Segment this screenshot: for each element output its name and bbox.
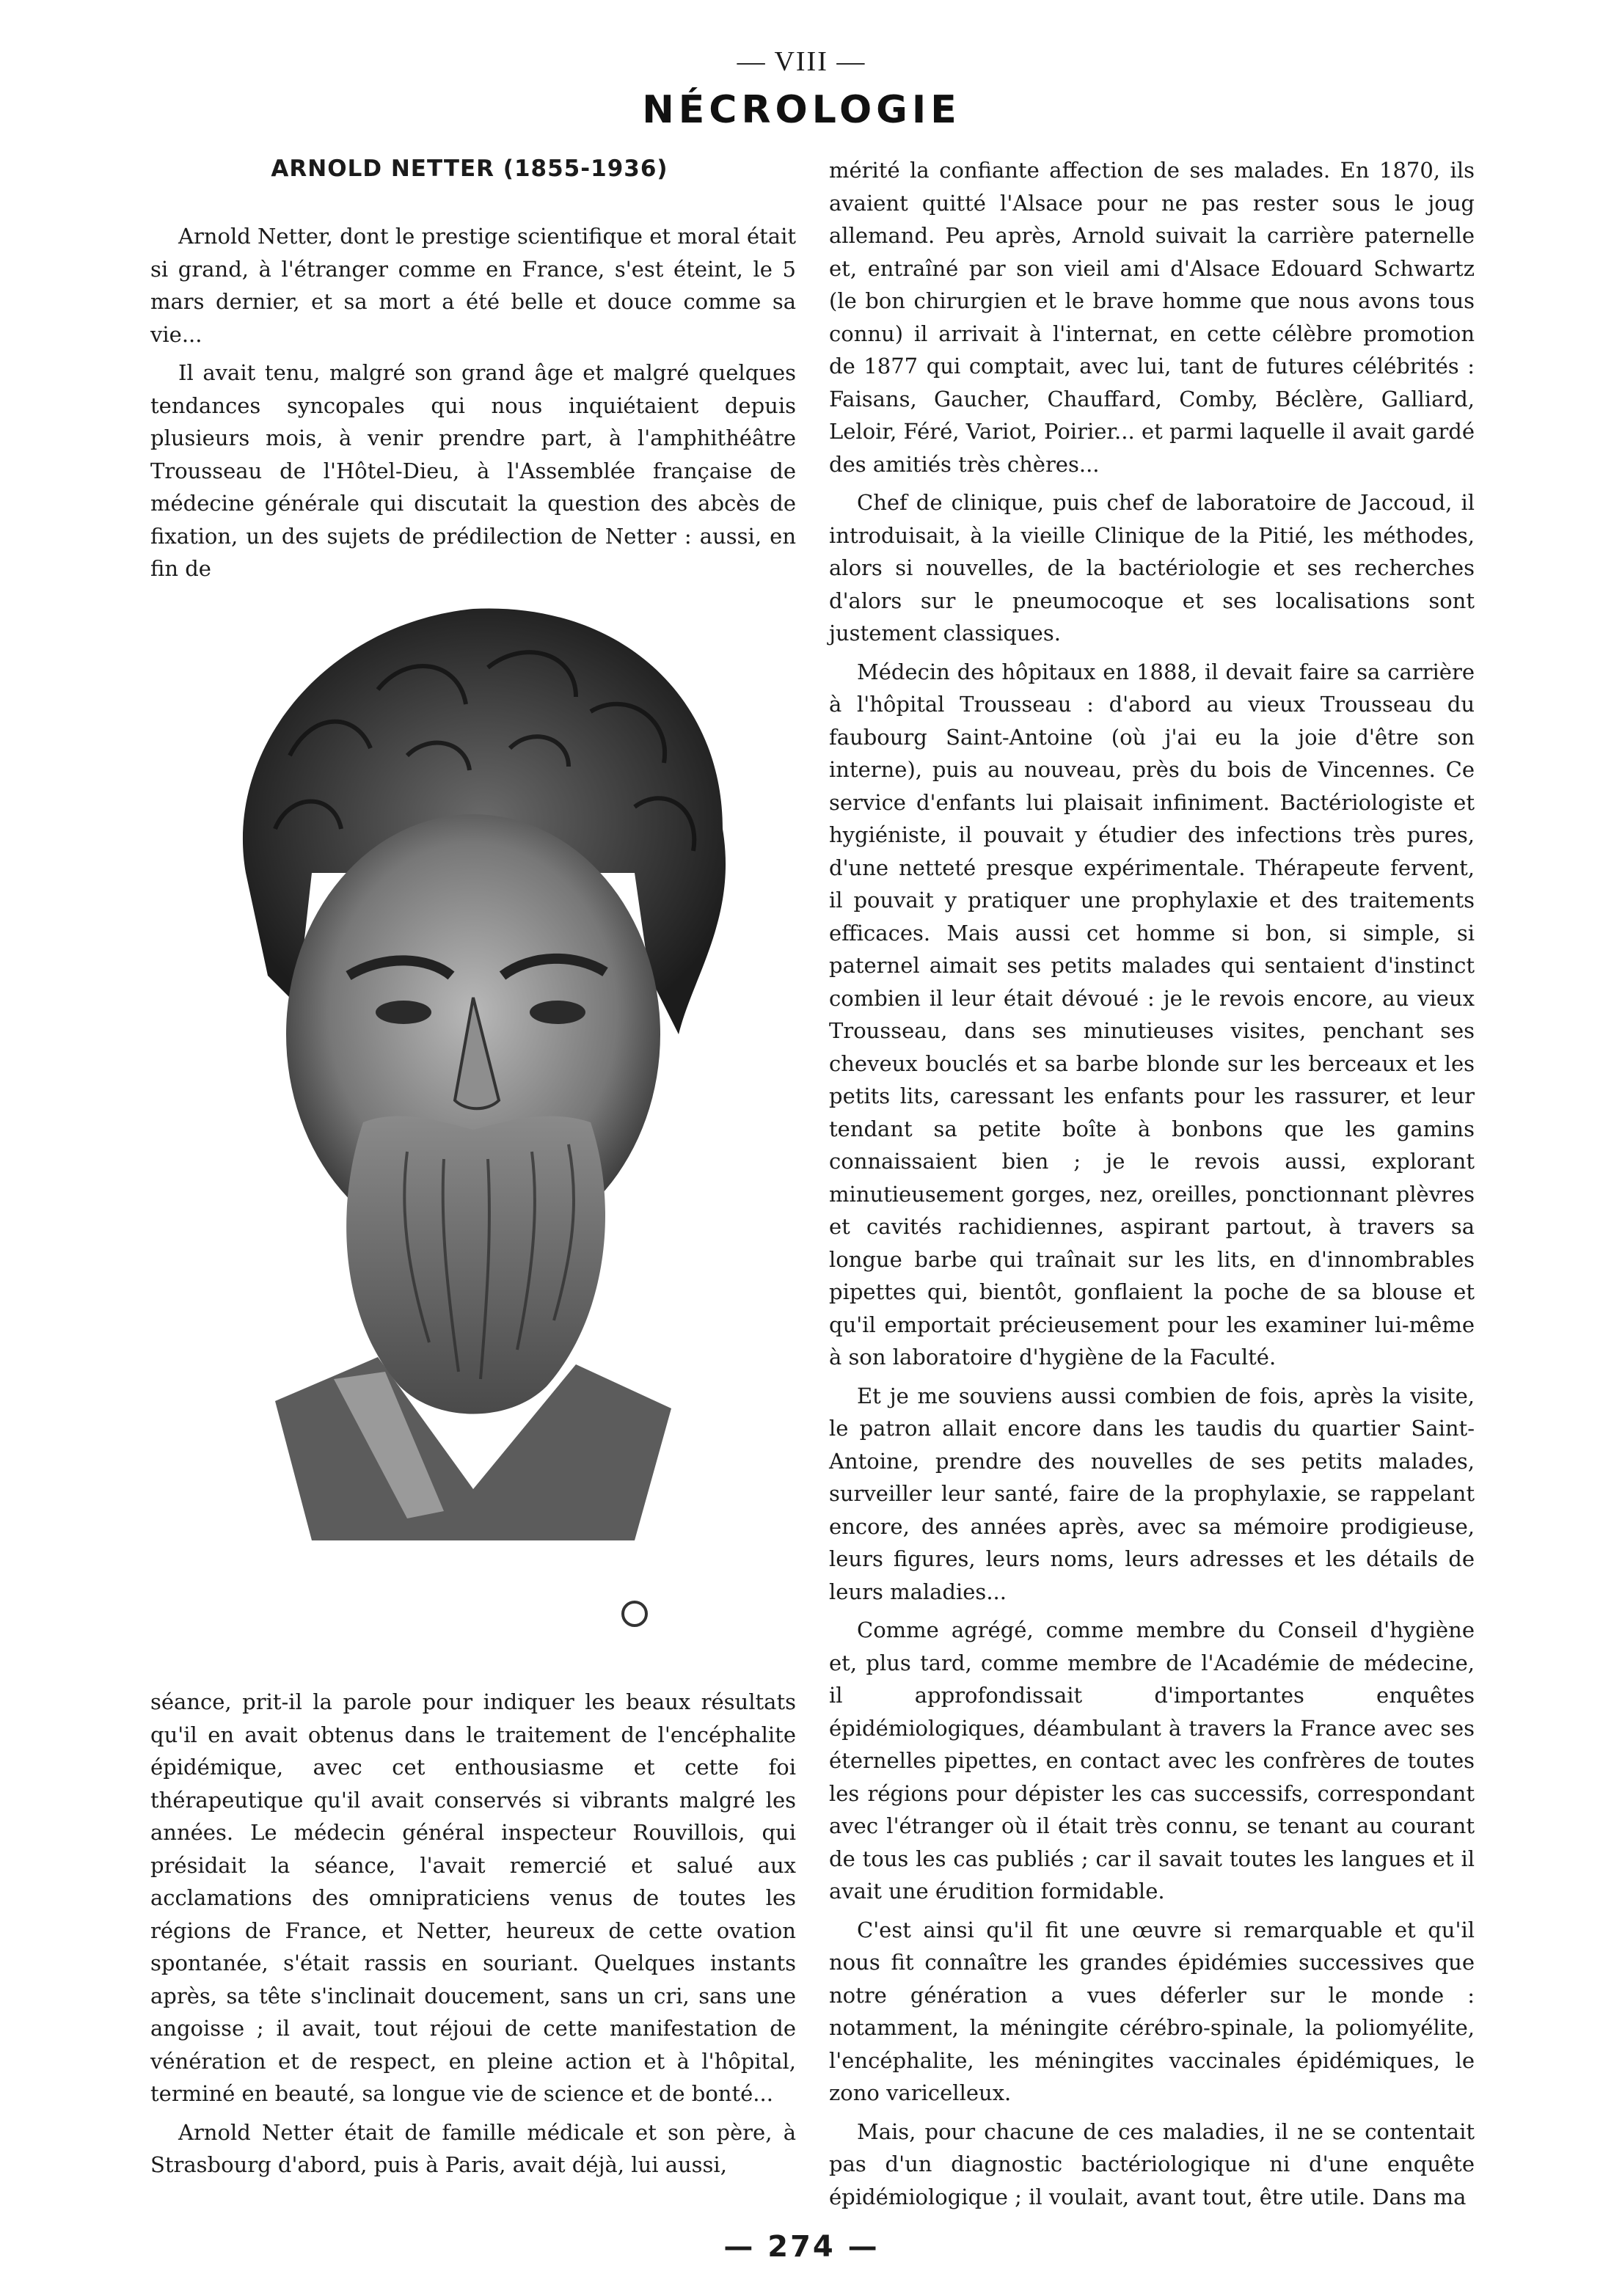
paragraph: Mais, pour chacune de ces maladies, il ne se contentait pas d'un diagnostic bactériologique ni d'une enquête épidémiologique ; il voulait, avant tout, être utile. Dans ma xyxy=(829,2118,1475,2209)
paragraph: séance, prit-il la parole pour indiquer les beaux résultats qu'il en avait obtenus dans le traitement de l'encéphalite épidémique, avec cet enthousiasme et cette foi thérapeutique qu'il avait conservés si vibrants malgré les années. Le médecin général inspecteur Rouvillois, qui présidait la séance, l'avait remercié et salué aux acclamations des omnipraticiens venus de toutes les régions de France, et Netter, heureux de cette ovation spontanée, s'était rassis en souriant. Quelques instants après, sa tête s'inclinait doucement, sans un cri, sans une angoisse ; il avait, tout réjoui de cette manifestation de vénération et de respect, en pleine action et à l'hôpital, terminé en beauté, sa longue vie de science et de bonté... xyxy=(150,1689,796,2106)
paragraph: Et je me souviens aussi combien de fois, après la visite, le patron allait encore dans les taudis du quartier Saint-Antoine, prendre des nouvelles de ses petits malades, surveiller leur santé, faire de la prophylaxie, se rappelant encore, des années après, avec sa mémoire prodigieuse, leurs figures, leurs noms, leurs adresses et les détails de leurs maladies... xyxy=(829,1383,1475,1604)
paragraph: Il avait tenu, malgré son grand âge et malgré quelques tendances syncopales qui nous inquiétaient depuis plusieurs mois, à venir prendre part, à l'amphithéâtre Trousseau de l'Hôtel-Dieu, à l'Assemblée française de médecine générale qui discutait la question des abcès de fixation, un des sujets de prédilection de Netter : aussi, en fin de xyxy=(150,360,796,581)
article-title: ARNOLD NETTER (1855-1936) xyxy=(271,156,668,182)
paragraph: Arnold Netter, dont le prestige scientifique et moral était si grand, à l'étranger comme en France, s'est éteint, le 5 mars dernier, et sa mort a été belle et douce comme sa vie... xyxy=(150,224,796,347)
portrait-illustration xyxy=(165,565,781,1658)
paragraph: Comme agrégé, comme membre du Conseil d'hygiène et, plus tard, comme membre de l'Académie de médecine, il approfondissait d'importantes enquêtes épidémiologiques, déambulant à travers la France avec ses éternelles pipettes, en contact avec les confrères de toutes les régions pour dépister les cas successifs, correspondant avec l'étranger où il était très connu, se tenant au courant de tous les cas publiés ; car il savait toutes les langues et il avait une érudition formidable. xyxy=(829,1617,1475,1904)
section-title: NÉCROLOGIE xyxy=(642,88,961,132)
page-number-roman: — VIII — xyxy=(737,46,866,77)
left-column-top xyxy=(150,220,796,585)
page-number: — 274 — xyxy=(723,2230,880,2264)
paragraph: Arnold Netter était de famille médicale et son père, à Strasbourg d'abord, puis à Paris, avait déjà, lui aussi, xyxy=(150,2119,796,2177)
left-column-bottom xyxy=(150,1686,796,2182)
paragraph: C'est ainsi qu'il fit une œuvre si remarquable et qu'il nous fit connaître les grandes épidémies successives que notre génération a vues déferler sur le monde : notamment, la méningite cérébro-spinale, la poliomyélite, l'encéphalite, les méningites vaccinales épidémiques, le zono varicelleux. xyxy=(829,1917,1475,2105)
paragraph: mérité la confiante affection de ses malades. En 1870, ils avaient quitté l'Alsace pour ne pas rester sous le joug allemand. Peu après, Arnold suivait la carrière paternelle et, entraîné par son vieil ami d'Alsace Edouard Schwartz (le bon chirurgien et le brave homme que nous avons tous connu) il arrivait à l'internat, en cette célèbre promotion de 1877 qui comptait, avec lui, tant de futures célébrités : Faisans, Gaucher, Chauffard, Comby, Béclère, Galliard, Leloir, Féré, Variot, Poirier... et parmi laquelle il avait gardé des amitiés très chères... xyxy=(829,158,1475,477)
right-column xyxy=(829,154,1475,2213)
portrait-drawing-icon xyxy=(165,565,781,1658)
paragraph: Médecin des hôpitaux en 1888, il devait faire sa carrière à l'hôpital Trousseau : d'abord au vieux Trousseau du faubourg Saint-Antoine (où j'ai eu la joie d'être son interne), puis au nouveau, près du bois de Vincennes. Ce service d'enfants lui plaisait infiniment. Bactériologiste et hygiéniste, il pouvait y étudier des infections très pures, d'une netteté presque expérimentale. Thérapeute fervent, il pouvait y pratiquer une prophylaxie et des traitements efficaces. Mais aussi cet homme si bon, si simple, si paternel aimait ses petits malades qui sentaient d'instinct combien il leur était dévoué : je le revois encore, au vieux Trousseau, dans ses minutieuses visites, penchant ses cheveux bouclés et sa barbe blonde sur les berceaux et les petits lits, caressant les enfants pour les rassurer, et leur tendant sa petite boîte à bonbons que les gamins connaissaient bien ; je le revois aussi, explorant minutieusement gorges, nez, oreilles, ponctionnant plèvres et cavités rachidiennes, aspirant partout, à travers sa longue barbe qui traînait sur les lits, en d'innombrables pipettes qui, bientôt, gonflaient la poche de sa blouse et qu'il emportait précieusement pour les examiner lui-même à son laboratoire d'hygiène de la Faculté. xyxy=(829,659,1475,1370)
paragraph: Chef de clinique, puis chef de laboratoire de Jaccoud, il introduisait, à la vieille Clinique de la Pitié, les méthodes, alors si nouvelles, de la bactériologie et ses recherches d'alors sur le pneumocoque et ses localisations sont justement classiques. xyxy=(829,490,1475,646)
